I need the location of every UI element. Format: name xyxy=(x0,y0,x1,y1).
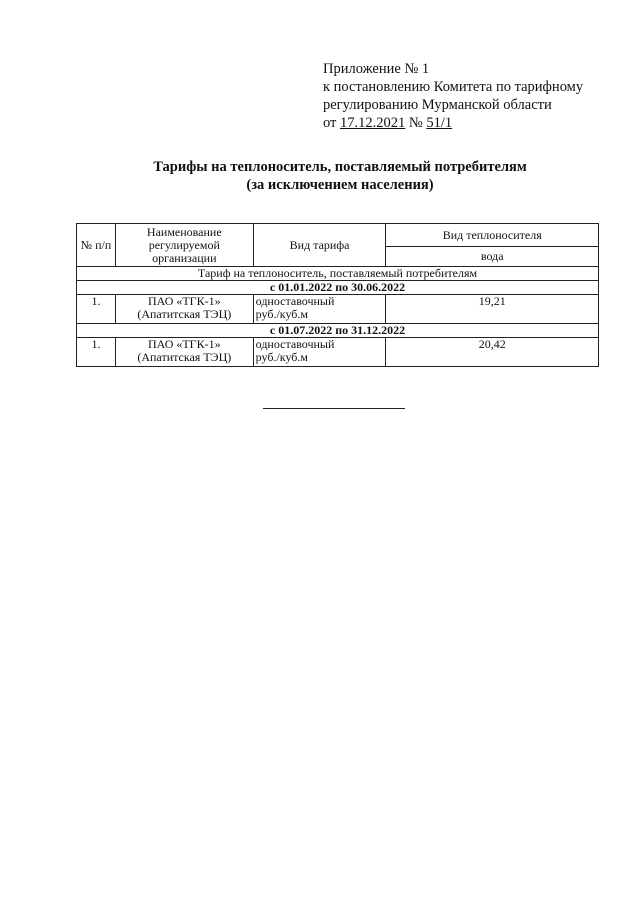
header-carrier: Вид теплоносителя xyxy=(386,224,599,247)
appendix-line3: регулированию Мурманской области xyxy=(323,97,552,113)
row-org xyxy=(115,295,253,324)
org-branch: (Апатитская ТЭЦ) xyxy=(137,307,232,321)
appendix-title: Приложение № 1 xyxy=(323,61,430,77)
period-label: с 01.01.2022 по 30.06.2022 xyxy=(77,281,599,295)
header-row xyxy=(77,224,599,247)
row-value: 20,42 xyxy=(386,338,599,367)
decree-number: 51/1 xyxy=(426,115,453,131)
section-title: Тариф на теплоноситель, поставляемый потребителям xyxy=(77,267,599,281)
header-water: вода xyxy=(386,247,599,267)
period-label: с 01.07.2022 по 31.12.2022 xyxy=(77,324,599,338)
tariff-kind: одноставочный xyxy=(255,294,335,308)
row-tariff-type xyxy=(253,338,386,367)
closing-line xyxy=(263,408,405,409)
tariff-unit: руб./куб.м xyxy=(255,350,308,364)
title-line2: (за исключением населения) xyxy=(246,177,434,193)
row-tariff-type xyxy=(253,295,386,324)
period-row xyxy=(77,281,599,295)
appendix-date-line xyxy=(323,114,623,132)
header-tariff-type: Вид тарифа xyxy=(253,224,386,267)
header-num: № п/п xyxy=(77,224,116,267)
title-line1: Тарифы на теплоноситель, поставляемый потребителям xyxy=(153,159,527,175)
header-org: Наименование регулируемой организации xyxy=(115,224,253,267)
row-org xyxy=(115,338,253,367)
row-num: 1. xyxy=(77,295,116,324)
period-row xyxy=(77,324,599,338)
date-prefix: от xyxy=(323,115,337,131)
tariffs-table xyxy=(76,223,599,367)
decree-date: 17.12.2021 xyxy=(340,115,406,131)
tariff-kind: одноставочный xyxy=(255,337,335,351)
appendix-header xyxy=(323,60,623,132)
row-value: 19,21 xyxy=(386,295,599,324)
row-num: 1. xyxy=(77,338,116,367)
table-row xyxy=(77,295,599,324)
org-branch: (Апатитская ТЭЦ) xyxy=(137,350,232,364)
tariff-unit: руб./куб.м xyxy=(255,307,308,321)
appendix-line2: к постановлению Комитета по тарифному xyxy=(323,79,584,95)
table-row xyxy=(77,338,599,367)
number-prefix: № xyxy=(408,115,423,131)
org-name: ПАО «ТГК-1» xyxy=(147,337,221,351)
org-name: ПАО «ТГК-1» xyxy=(147,294,221,308)
document-title xyxy=(60,158,620,194)
section-row xyxy=(77,267,599,281)
